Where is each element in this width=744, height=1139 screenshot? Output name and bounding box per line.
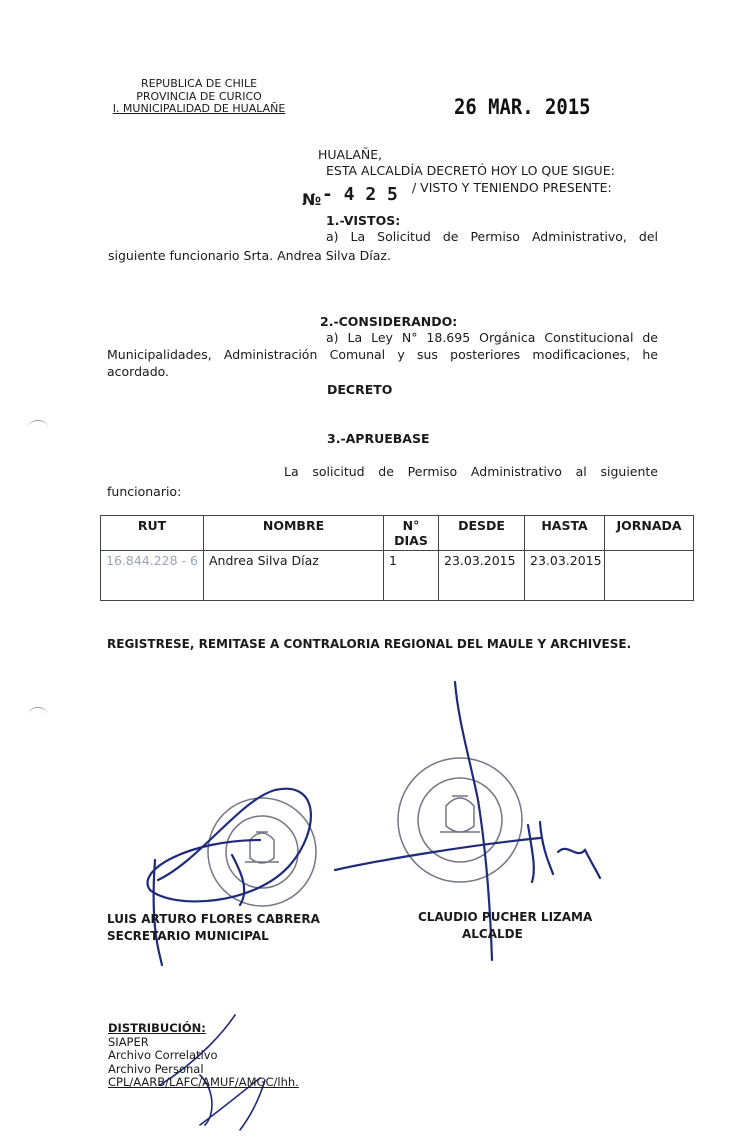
letterhead-municipality: I. MUNICIPALIDAD DE HUALAÑE <box>112 102 286 115</box>
distribution-list <box>108 1022 299 1090</box>
visto-heading: / VISTO Y TENIENDO PRESENTE: <box>412 180 612 195</box>
cell-nombre: Andrea Silva Díaz <box>204 551 384 601</box>
left-signatory-title: SECRETARIO MUNICIPAL <box>107 929 269 943</box>
number-marker: № <box>302 190 322 209</box>
right-signatory-title: ALCALDE <box>462 927 523 941</box>
cell-desde: 23.03.2015 <box>439 551 525 601</box>
list-item: CPL/AARB/LAFC/AMUF/AMGC/lhh. <box>108 1075 299 1089</box>
col-jornada: JORNADA <box>605 516 694 551</box>
right-seal <box>398 758 522 882</box>
considerando-line-1: a) La Ley N° 18.695 Orgánica Constitucional de <box>326 330 658 345</box>
vistos-title: 1.-VISTOS: <box>326 213 401 228</box>
col-rut: RUT <box>101 516 204 551</box>
date-stamp: 26 MAR. 2015 <box>454 95 591 119</box>
decree-number: - 4 2 5 <box>322 184 398 205</box>
list-item: Archivo Correlativo <box>108 1048 218 1062</box>
list-item: Archivo Personal <box>108 1061 204 1076</box>
letterhead-country: REPUBLICA DE CHILE <box>140 77 258 90</box>
col-nombre: NOMBRE <box>204 516 384 551</box>
cell-hasta: 23.03.2015 <box>525 551 605 601</box>
decree-heading: ESTA ALCALDÍA DECRETÓ HOY LO QUE SIGUE: <box>326 163 615 178</box>
apruebase-line-2: funcionario: <box>107 484 182 499</box>
right-signatory-name: CLAUDIO PUCHER LIZAMA <box>418 910 593 924</box>
considerando-line-2: Municipalidades, Administración Comunal y sus posteriores modificaciones, he <box>107 347 658 362</box>
vistos-line-1: a) La Solicitud de Permiso Administrativo, del <box>326 229 658 244</box>
col-desde: DESDE <box>439 516 525 551</box>
cell-rut: 16.844.228 - 6 <box>101 551 204 601</box>
place-name: HUALAÑE, <box>318 147 383 162</box>
distribution-title: DISTRIBUCIÓN: <box>108 1021 206 1035</box>
letterhead-province: PROVINCIA DE CURICO <box>136 89 262 103</box>
apruebase-line-1: La solicitud de Permiso Administrativo al siguiente <box>284 464 658 479</box>
list-item: SIAPER <box>108 1034 149 1049</box>
registrese-line: REGISTRESE, REMITASE A CONTRALORIA REGIONAL DEL MAULE Y ARCHIVESE. <box>107 637 632 651</box>
apruebase-title: 3.-APRUEBASE <box>327 431 430 446</box>
considerando-line-3: acordado. <box>107 364 170 379</box>
considerando-title: 2.-CONSIDERANDO: <box>320 314 458 329</box>
left-signatory-name: LUIS ARTURO FLORES CABRERA <box>107 912 320 926</box>
cell-dias: 1 <box>384 551 439 601</box>
decreto-heading: DECRETO <box>327 382 393 397</box>
vistos-line-2: siguiente funcionario Srta. Andrea Silva Díaz. <box>108 248 391 263</box>
col-dias: N° DIAS <box>384 516 439 551</box>
col-hasta: HASTA <box>525 516 605 551</box>
